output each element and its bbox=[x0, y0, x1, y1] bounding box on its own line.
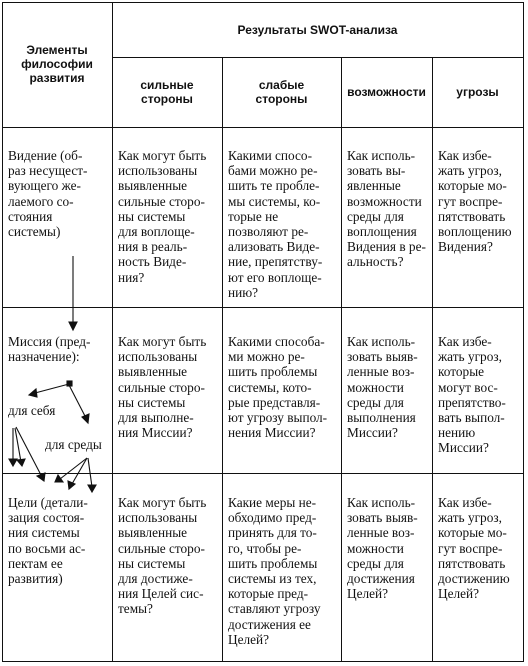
row-goals-element: Цели (детали- зация состоя- ния системы по восьми ас- пектам ее развития) bbox=[8, 495, 88, 587]
row-vision-opportunities: Как исполь- зовать вы- явленные возможности среды для воплощения Видения в ре- альность? bbox=[347, 148, 426, 270]
mission-for-environment-label: для среды bbox=[45, 437, 102, 452]
column-header-strengths: сильные стороны bbox=[140, 78, 194, 106]
row-mission-opportunities: Как исполь- зовать выяв- ленные воз- можности среды для выполнения Миссии? bbox=[347, 334, 418, 441]
mission-for-self-label: для себя bbox=[8, 403, 56, 418]
column-header-threats: угрозы bbox=[456, 85, 499, 99]
row-goals-strengths: Как могут быть использованы выявленные сильные сторо- ны системы для достиже- ния Целей сис- темы? bbox=[118, 495, 207, 617]
column-header-weaknesses: слабые стороны bbox=[255, 78, 308, 106]
row-mission-element: Миссия (пред- назначение): bbox=[8, 334, 91, 365]
corner-header: Элементы философии развития bbox=[21, 43, 93, 85]
swot-results-header: Результаты SWOT-анализа bbox=[237, 23, 398, 37]
column-header-opportunities: возможности bbox=[347, 85, 426, 99]
row-vision-weaknesses: Какими спосо- бами можно ре- шить те пробле- мы системы, ко- торые не позволяют ре- ализовать Виде- ние, препятству- ют его воплоще- нию? bbox=[228, 148, 323, 300]
row-mission-weaknesses: Какими способа- ми можно ре- шить проблемы системы, кото- рые представля- ют угрозу выпол- нения Миссии? bbox=[228, 334, 328, 441]
row-vision-strengths: Как могут быть использованы выявленные сильные сторо- ны системы для воплоще- ния в реаль- ность Виде- ния? bbox=[118, 148, 207, 285]
row-goals-threats: Как избе- жать угроз, которые мо- гут воспре- пятствовать достижению Целей? bbox=[438, 495, 510, 602]
row-goals-weaknesses: Какие меры не- обходимо пред- принять для то- го, чтобы ре- шить проблемы системы из тех, которые пред- ставляют угрозу достижения ее Целей? bbox=[228, 495, 321, 647]
row-vision-element: Видение (об- раз несущест- вующего же- лаемого со- стояния системы) bbox=[8, 148, 88, 240]
row-mission-strengths: Как могут быть использованы выявленные сильные сторо- ны системы для выполне- ния Миссии? bbox=[118, 334, 207, 441]
row-mission-threats: Как избе- жать угроз, которые могут вос- препятство- вать выпол- нению Миссии? bbox=[438, 334, 506, 456]
mission-diagram bbox=[9, 256, 96, 492]
row-goals-opportunities: Как исполь- зовать выяв- ленные воз- можности среды для достижения Целей? bbox=[347, 495, 418, 602]
row-vision-threats: Как избе- жать угроз, которые мо- гут воспре- пятствовать воплощению Видения? bbox=[438, 148, 512, 255]
